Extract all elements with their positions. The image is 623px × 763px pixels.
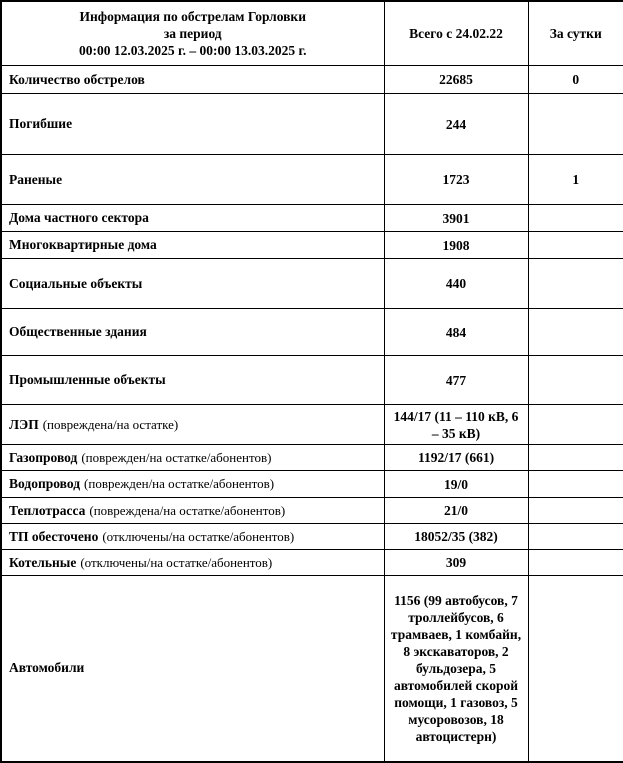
row-label-cell [1,356,384,405]
table-body [1,66,623,762]
row-total-value: 1723 [384,155,528,205]
row-label-cell [1,498,384,524]
table-row [1,66,623,94]
row-label: ЛЭП [9,416,39,432]
row-label: Раненые [9,171,63,187]
row-label-cell [1,94,384,155]
row-note: (поврежден/на остатке/абонентов) [84,476,275,491]
row-label: Количество обстрелов [9,71,145,87]
row-total-value: 1156 (99 автобусов, 7 троллейбусов, 6 трамваев, 1 комбайн, 8 экскаваторов, 2 бульдозера, 5 автомобилей скорой помощи, 1 газовоз, 5 мусоровозов, 18 автоцистерн) [384,576,528,762]
row-total-value: 144/17 (11 – 110 кВ, 6 – 35 кВ) [384,405,528,445]
row-total-value: 1192/17 (661) [384,445,528,471]
row-total-value: 3901 [384,205,528,232]
table-row [1,498,623,524]
row-total-value: 21/0 [384,498,528,524]
table-row [1,232,623,259]
header-row [1,1,623,66]
row-label-cell [1,550,384,576]
table-row [1,309,623,356]
row-label: Дома частного сектора [9,210,149,225]
row-total-value: 18052/35 (382) [384,524,528,550]
row-total-value: 19/0 [384,471,528,498]
table-row [1,445,623,471]
row-total-value: 484 [384,309,528,356]
row-daily-value [528,309,623,356]
row-total-value: 440 [384,259,528,309]
row-note: (повреждена/на остатке) [42,416,179,432]
row-daily-value [528,356,623,405]
row-label: Социальные объекты [9,275,143,291]
row-daily-value [528,524,623,550]
row-daily-value [528,232,623,259]
row-label: Погибшие [9,116,73,131]
row-daily-value [528,259,623,309]
row-daily-value [528,405,623,445]
row-note: (повреждена/на остатке/абонентов) [89,502,286,518]
row-label: Автомобили [9,660,85,676]
row-total-value: 1908 [384,232,528,259]
row-label-cell [1,155,384,205]
row-label: Многоквартирные дома [9,237,157,252]
column-header-daily: За сутки [528,1,623,66]
row-daily-value [528,576,623,762]
row-label-cell [1,205,384,232]
row-label-cell [1,66,384,94]
table-row [1,550,623,576]
table-row [1,576,623,762]
row-daily-value: 1 [528,155,623,205]
report-title-cell [1,1,384,66]
row-note: (отключены/на остатке/абонентов) [80,554,273,570]
row-total-value: 22685 [384,66,528,94]
column-header-total: Всего с 24.02.22 [384,1,528,66]
row-label-cell [1,259,384,309]
row-daily-value [528,498,623,524]
row-daily-value [528,445,623,471]
row-daily-value [528,550,623,576]
row-label: Газопровод [9,449,78,465]
row-label: ТП обесточено [9,528,99,544]
table-row [1,94,623,155]
row-label: Общественные здания [9,324,147,339]
report-period-label: за период [163,26,222,41]
table-row [1,356,623,405]
row-label-cell [1,471,384,498]
table-row [1,524,623,550]
row-daily-value [528,94,623,155]
row-label-cell [1,232,384,259]
row-total-value: 477 [384,356,528,405]
row-daily-value [528,471,623,498]
table-row [1,155,623,205]
row-label: Водопровод [9,476,81,491]
row-daily-value: 0 [528,66,623,94]
row-label-cell [1,309,384,356]
report-title: Информация по обстрелам Горловки [79,9,306,24]
row-total-value: 309 [384,550,528,576]
row-note: (отключены/на остатке/абонентов) [102,528,295,544]
table-row [1,205,623,232]
table-row [1,259,623,309]
report-period-dates: 00:00 12.03.2025 г. – 00:00 13.03.2025 г. [79,43,307,58]
row-daily-value [528,205,623,232]
row-label-cell [1,524,384,550]
row-label-cell [1,405,384,445]
table-row [1,471,623,498]
row-label-cell [1,576,384,762]
row-note: (поврежден/на остатке/абонентов) [81,449,272,465]
row-label: Котельные [9,554,77,570]
table-row [1,405,623,445]
row-label: Промышленные объекты [9,372,166,387]
row-label: Теплотрасса [9,502,86,518]
row-total-value: 244 [384,94,528,155]
row-label-cell [1,445,384,471]
